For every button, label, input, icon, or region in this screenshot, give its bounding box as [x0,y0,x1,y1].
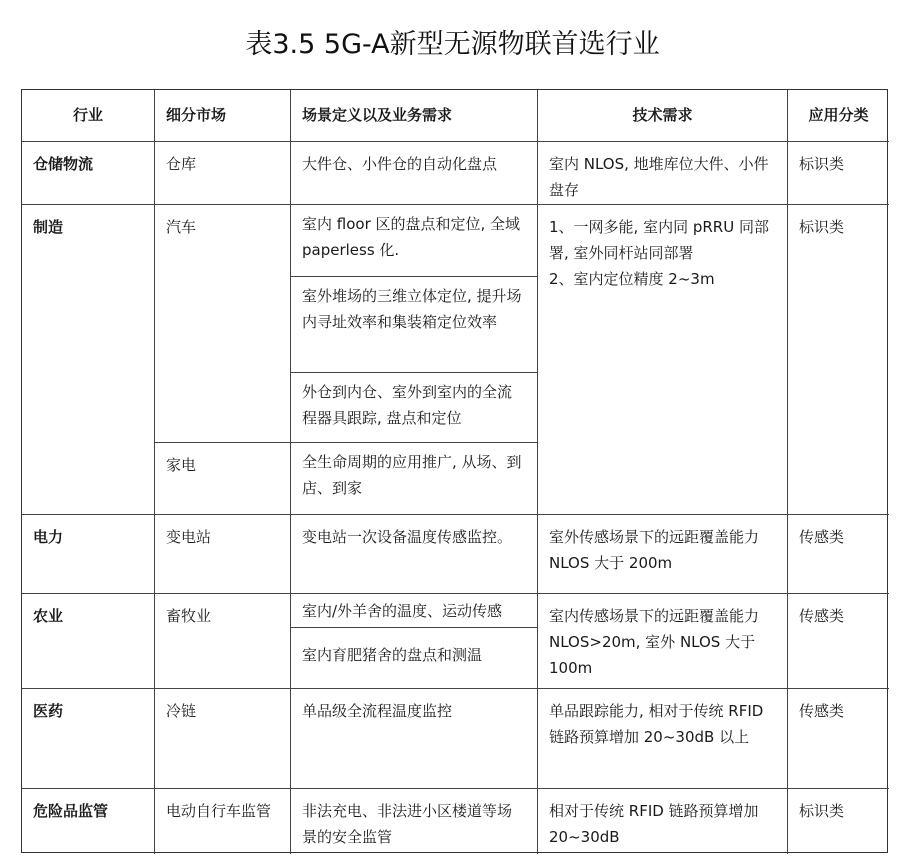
scene-subgroup [291,205,538,443]
header-class: 应用分类 [788,90,889,142]
tech-cell: 室内 NLOS, 地堆库位大件、小件盘存 [538,142,788,205]
market-cell: 电动自行车监管 [155,789,291,854]
tech-cell: 相对于传统 RFID 链路预算增加 20~30dB [538,789,788,854]
market-cell: 汽车 [155,205,291,443]
scene-cell: 室内/外羊舍的温度、运动传感 [291,594,538,628]
tech-cell: 室内传感场景下的远距覆盖能力 NLOS>20m, 室外 NLOS 大于 100m [538,594,788,689]
industry-cell: 危险品监管 [22,789,155,854]
tech-cell: 室外传感场景下的远距覆盖能力 NLOS 大于 200m [538,515,788,594]
scene-cell: 室外堆场的三维立体定位, 提升场内寻址效率和集装箱定位效率 [291,277,537,373]
market-cell: 畜牧业 [155,594,291,689]
industry-cell: 制造 [22,205,155,515]
market-cell: 仓库 [155,142,291,205]
market-cell: 冷链 [155,689,291,789]
header-tech: 技术需求 [538,90,788,142]
market-cell: 家电 [155,443,291,515]
class-cell: 传感类 [788,594,889,689]
tech-cell [538,205,788,515]
market-cell: 变电站 [155,515,291,594]
tech-line: 2、室内定位精度 2~3m [549,270,715,288]
scene-cell: 室内 floor 区的盘点和定位, 全域 paperless 化. [291,205,537,277]
scene-cell: 室内育肥猪舍的盘点和测温 [291,628,538,689]
scene-cell: 非法充电、非法进小区楼道等场景的安全监管 [291,789,538,854]
class-cell: 标识类 [788,142,889,205]
header-market: 细分市场 [155,90,291,142]
industry-cell: 医药 [22,689,155,789]
scene-cell: 全生命周期的应用推广, 从场、到店、到家 [291,443,538,515]
class-cell: 标识类 [799,802,845,820]
industry-cell: 仓储物流 [22,142,155,205]
scene-cell: 单品级全流程温度监控 [291,689,538,789]
scene-cell: 外仓到内仓、室外到室内的全流程器具跟踪, 盘点和定位 [302,383,513,427]
class-cell: 标识类 [788,205,889,515]
header-scene: 场景定义以及业务需求 [291,90,538,142]
scene-cell: 大件仓、小件仓的自动化盘点 [291,142,538,205]
scene-cell: 变电站一次设备温度传感监控。 [291,515,538,594]
tech-line: 1、一网多能, 室内同 pRRU 同部署, 室外同杆站同部署 [549,218,769,262]
class-cell: 传感类 [788,689,889,789]
class-cell: 传感类 [788,515,889,594]
page-title: 表3.5 5G-A新型无源物联首选行业 [245,29,660,60]
industry-cell: 电力 [22,515,155,594]
tech-cell: 单品跟踪能力, 相对于传统 RFID 链路预算增加 20~30dB 以上 [538,689,788,789]
industry-table [21,89,888,853]
industry-cell: 农业 [22,594,155,689]
header-industry: 行业 [22,90,155,142]
